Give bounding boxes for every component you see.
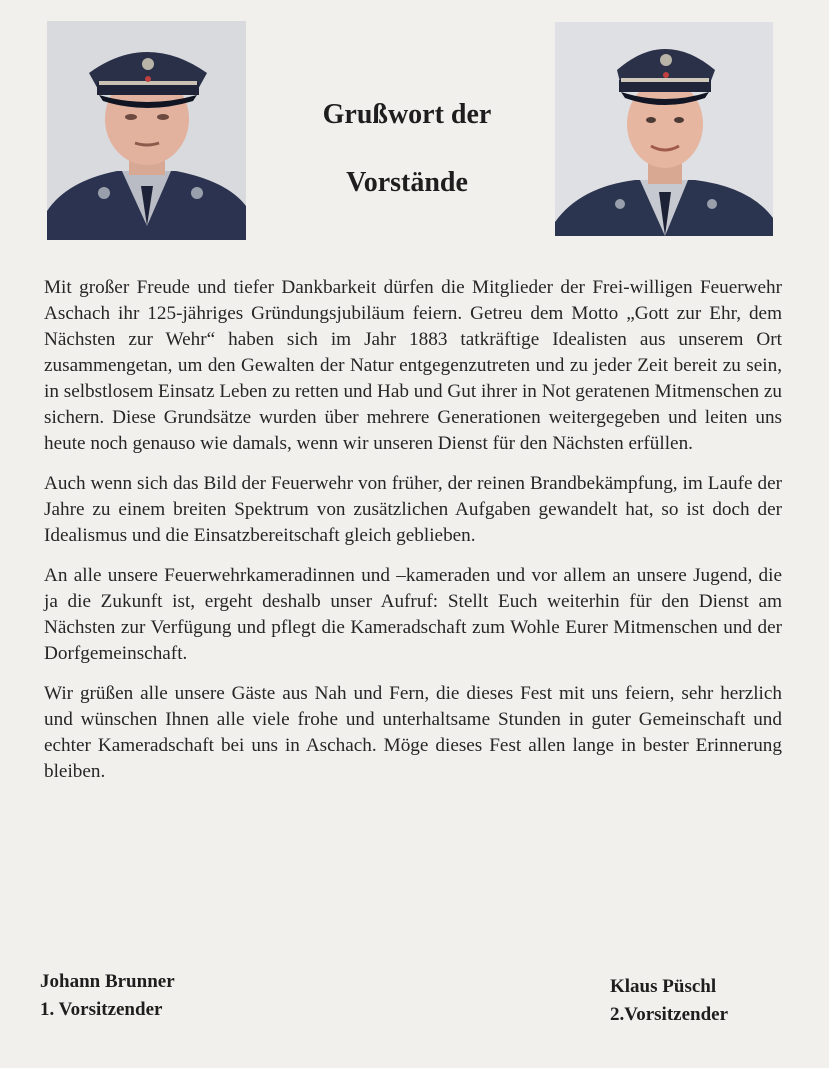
paragraph-3: An alle unsere Feuerwehrkameradinnen und –kameraden und vor allem an unsere Jugend, die ja die Zukunft ist, ergeht deshalb unser Aufruf: Stellt Euch weiterhin für den Dienst am Nächsten zur Verfügung und pflegt die Kameradschaft zum Wohle Eurer Mitmenschen und der Dorfgemeinschaft. <box>44 565 782 664</box>
heading-line-1: Grußwort der <box>322 99 492 130</box>
portrait-older-man-icon <box>47 21 246 240</box>
signature-right-role: 2.Vorsitzender <box>610 1004 729 1025</box>
signature-right-name: Klaus Püschl <box>610 976 717 997</box>
portrait-younger-man-icon <box>555 22 773 236</box>
signature-left <box>40 968 175 1024</box>
signature-left-name: Johann Brunner <box>40 971 175 992</box>
paragraph-4: Wir grüßen alle unsere Gäste aus Nah und Fern, die dieses Fest mit uns feiern, sehr herzlich und wünschen Ihnen alle viele frohe und unterhaltsame Stunden in guter Gemeinschaft und echter Kameradschaft bei uns in Aschach. Möge dieses Fest allen lange in bester Erinnerung bleiben. <box>44 683 782 782</box>
paragraph-1: Mit großer Freude und tiefer Dankbarkeit dürfen die Mitglieder der Frei-willigen Feuerwehr Aschach ihr 125-jähriges Gründungsjubiläum feiern. Getreu dem Motto „Gott zur Ehr, dem Nächsten zur Wehr“ haben sich im Jahr 1883 tatkräftige Idealisten aus unserem Ort zusammengetan, um den Gewalten der Natur entgegenzutreten und zu jeder Zeit bereit zu sein, in selbstlosem Einsatz Leben zu retten und Hab und Gut ihrer in Not geratenen Mitmenschen zu sichern. Diese Grundsätze wurden über mehrere Generationen weitergegeben und leiten uns heute noch genauso wie damals, wenn wir unseren Dienst für den Nächsten erfüllen. <box>44 277 782 454</box>
paragraph-2: Auch wenn sich das Bild der Feuerwehr von früher, der reinen Brandbekämpfung, im Laufe der Jahre zu einem breiten Spektrum von zusätzlichen Aufgaben gewandelt hat, so ist doch der Idealismus und die Einsatzbereitschaft gleich geblieben. <box>44 473 782 546</box>
signature-left-role: 1. Vorsitzender <box>40 999 163 1020</box>
letter-body <box>44 275 782 799</box>
heading-line-2: Vorstände <box>346 167 468 198</box>
signature-right <box>610 973 728 1029</box>
portrait-photo-right <box>555 22 773 236</box>
portrait-photo-left <box>47 21 246 240</box>
